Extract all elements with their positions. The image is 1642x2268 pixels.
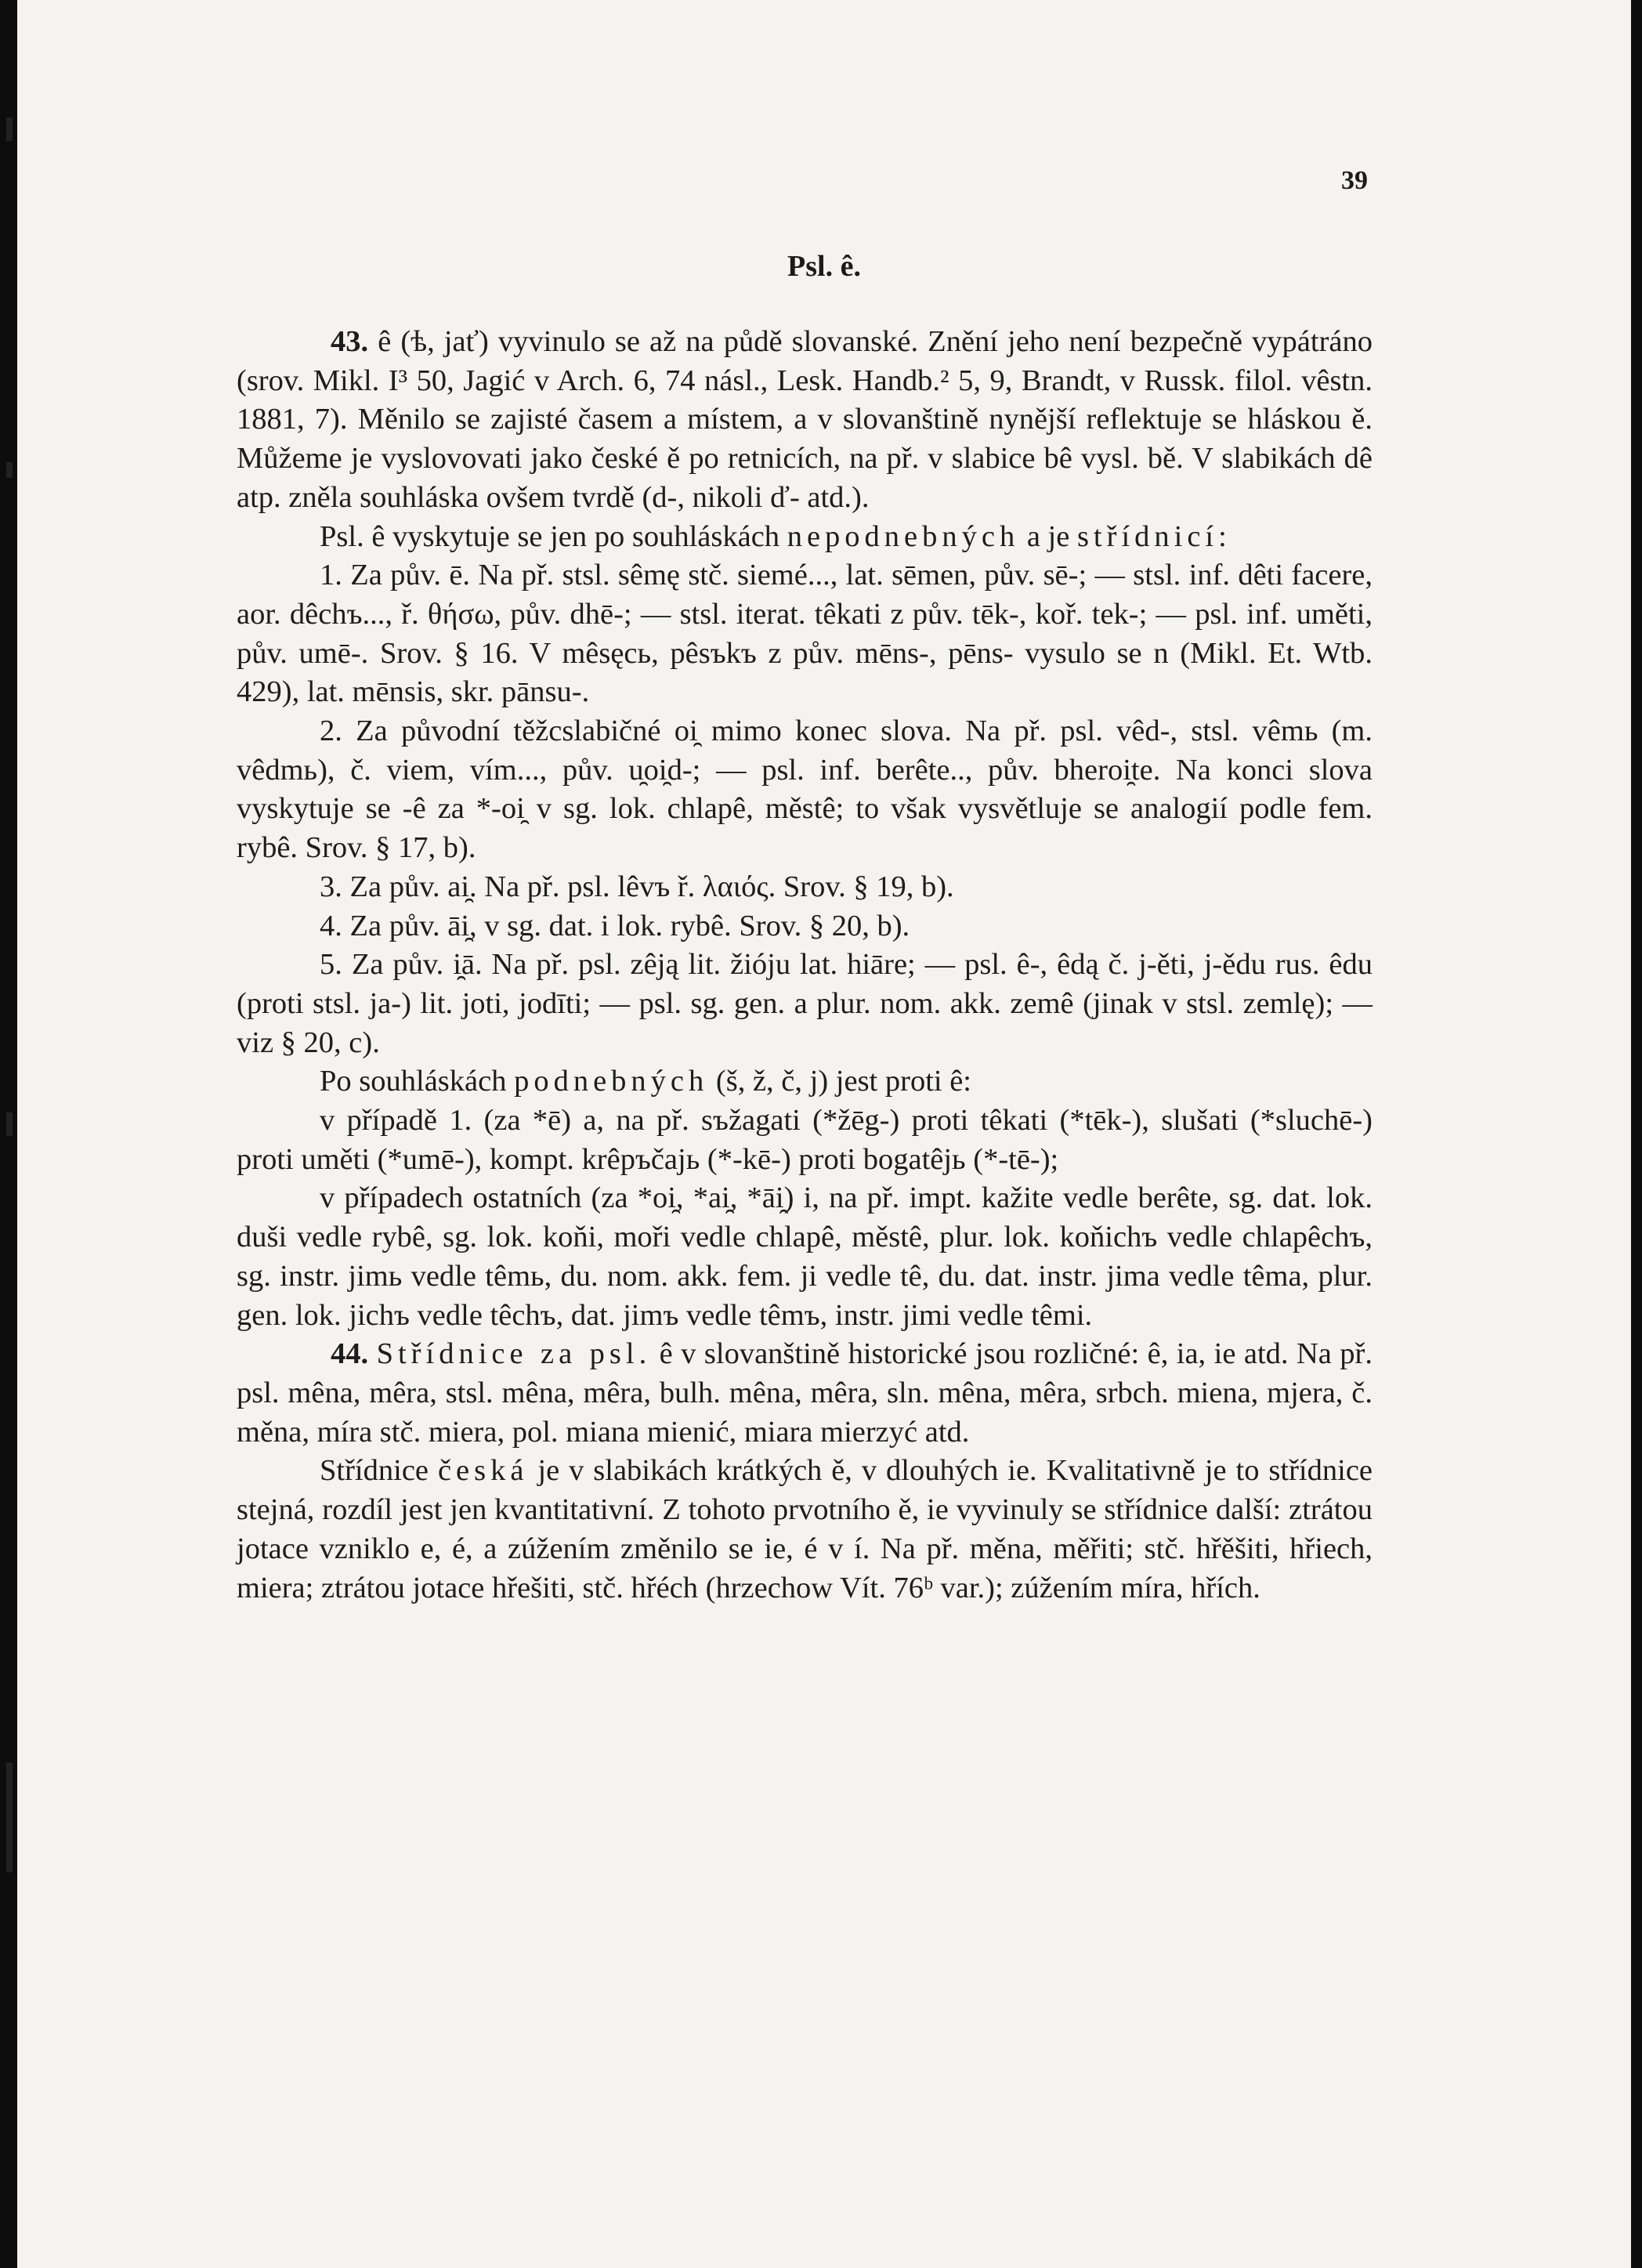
paragraph: [237, 1452, 1373, 1608]
paragraph: v případech ostatních (za *oi̯, *ai̯, *āi̯) i, na př. impt. kažite vedle berête, sg. dat. lok. duši vedle rybê, sg. lok. koňi, moři vedle chlapê, městê, plur. lok. koňichъ vedle chlapêchъ, sg. instr. jimь vedle têmь, du. nom. akk. fem. ji vedle tê, du. dat. instr. jima vedle têma, plur. gen. lok. jichъ vedle têchъ, dat. jimъ vedle têmъ, instr. jimi vedle têmi.: [237, 1181, 1373, 1332]
paragraph: 5. Za pův. i̯ā. Na př. psl. zêją lit. žióju lat. hiāre; — psl. ê-, êdą č. j-ěti, j-ědu rus. êdu (proti stsl. ja-) lit. joti, jodīti; — psl. sg. gen. a plur. nom. akk. zemê (jinak v stsl. zemlę); — viz § 20, c).: [237, 948, 1373, 1059]
paragraph-text: Po souhláskách: [320, 1065, 515, 1098]
paragraph-text: ê (ѣ, jať) vyvinulo se až na půdě slovanské. Znění jeho není bezpečně vypátráno (srov. Mikl. I³ 50, Jagić v Arch. 6, 74 násl., Lesk. Handb.² 5, 9, Brandt, v Russk. filol. vêstn. 1881, 7). Měnilo se zajisté časem a místem, a v slovanštině nynější reflektuje se hláskou ě. Můžeme je vyslovovati jako české ě po retnicích, na př. v slabice bê vysl. bě. V slabikách dê atp. zněla souhláska ovšem tvrdě (d-, nikoli ď- atd.).: [237, 325, 1373, 514]
spaced-term: střídnicí: [1076, 519, 1219, 553]
paragraph: 4. Za pův. āi̯, v sg. dat. i lok. rybê. Srov. § 20, b).: [320, 909, 910, 942]
paragraph-text: a je: [1019, 519, 1077, 553]
paragraph-43: [237, 323, 1373, 518]
paragraph-text: Střídnice: [320, 1454, 438, 1488]
page-number: 39: [1341, 166, 1368, 195]
spaced-term: česká: [437, 1454, 529, 1488]
paragraph: [237, 1062, 1373, 1101]
paragraph-text: :: [1218, 519, 1227, 553]
paragraph-text: (š, ž, č, j) jest proti ê:: [708, 1065, 971, 1098]
binding-edge-mark: [6, 118, 13, 141]
paragraph: [237, 518, 1373, 557]
binding-edge-mark: [6, 462, 13, 478]
paragraph-44: [237, 1335, 1373, 1452]
spaced-term: Střídnice za psl.: [376, 1337, 652, 1371]
spaced-term: nepodnebných: [787, 519, 1020, 553]
paragraph-text: je v slabikách krátkých ě, v dlouhých ie. Kvalitativně je to střídnice stejná, rozdíl jest jen kvantitativní. Z tohoto prvotního ě, ie vyvinuly se střídnice další: ztrátou jotace vzniklo e, é, a zúžením změnilo se ie, é v í. Na př. měna, měřiti; stč. hřěšiti, hřiech, miera; ztrátou jotace hřešiti, stč. hřéch (hrzechow Vít. 76ᵇ var.); zúžením míra, hřích.: [237, 1454, 1373, 1604]
section-number: 44.: [331, 1337, 369, 1371]
section-heading: Psl. ê.: [787, 250, 861, 283]
paragraph: 2. Za původní těžcslabičné oi̯ mimo konec slova. Na př. psl. vêd-, stsl. vêmь (m. vêdmь), č. viem, vím..., pův. u̯oi̯d-; — psl. inf. berête.., pův. bheroi̯te. Na konci slova vyskytuje se -ê za *-oi̯ v sg. lok. chlapê, městê; to však vysvětluje se analogií podle fem. rybê. Srov. § 17, b).: [237, 714, 1373, 865]
body-text: [237, 323, 1373, 1608]
paragraph-text: Psl. ê vyskytuje se jen po souhláskách: [320, 519, 787, 553]
paragraph: v případě 1. (za *ē) a, na př. sъžagati (*žēg-) proti têkati (*tēk-), slušati (*sluchē-) proti uměti (*umē-), kompt. krêpъčajь (*-kē-) proti bogatêjь (*-tē-);: [237, 1104, 1373, 1176]
binding-edge-mark: [6, 1763, 13, 1872]
book-page: [17, 0, 1631, 2268]
paragraph: 3. Za pův. ai̯. Na př. psl. lêvъ ř. λαιός. Srov. § 19, b).: [320, 870, 954, 903]
section-number: 43.: [331, 325, 369, 358]
paragraph: 1. Za pův. ē. Na př. stsl. sêmę stč. siemé..., lat. sēmen, pův. sē-; — stsl. inf. dêti facere, aor. dêchъ..., ř. θήσω, pův. dhē-; — stsl. iterat. têkati z pův. tēk-, koř. tek-; — psl. inf. uměti, pův. umē-. Srov. § 16. V mêsęcь, pêsъkъ z pův. mēns-, pēns- vysulo se n (Mikl. Et. Wtb. 429), lat. mēnsis, skr. pānsu-.: [237, 559, 1373, 709]
paragraph-text: ê v slovanštině historické jsou rozličné: ê, ia, ie atd. Na př. psl. mêna, mêra, stsl. mêna, mêra, bulh. mêna, mêra, sln. mêna, mêra, srbch. miena, mjera, č. měna, míra stč. miera, pol. miana mienić, miara mierzyć atd.: [237, 1337, 1373, 1449]
binding-edge-mark: [6, 1112, 13, 1136]
spaced-term: podnebných: [514, 1065, 709, 1098]
